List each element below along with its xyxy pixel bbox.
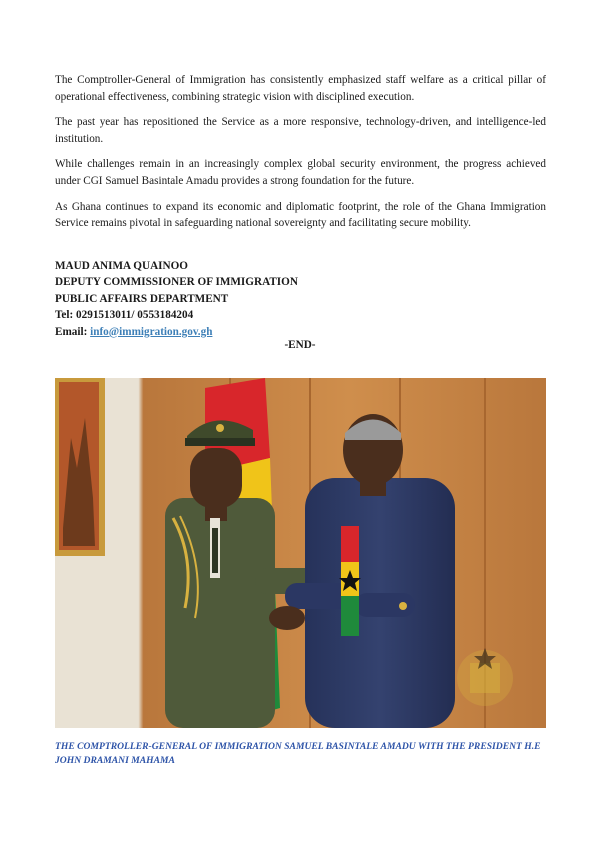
phone-value: 0291513011/ 0553184204 [76, 309, 194, 322]
baton [339, 526, 361, 636]
body-text [55, 72, 546, 241]
signatory-title: DEPUTY COMMISSIONER OF IMMIGRATION [55, 276, 298, 289]
paragraph: The Comptroller-General of Immigration has consistently emphasized staff welfare as a critical pillar of operational effectiveness, combining strategic vision with disciplined execution. [55, 74, 546, 103]
photo-illustration [55, 378, 546, 728]
signatory-name: MAUD ANIMA QUAINOO [55, 260, 189, 272]
photo [55, 378, 546, 728]
phone-label: Tel: [55, 309, 74, 322]
paragraph: While challenges remain in an increasingly complex global security environment, the progress achieved under CGI Samuel Basintale Amadu provides a strong foundation for the future. [55, 158, 546, 187]
contact-phone [55, 307, 546, 323]
end-marker: -END- [284, 339, 316, 351]
paragraph: As Ghana continues to expand its economic and diplomatic footprint, the role of the Ghana Immigration Service remains pivotal in safeguarding national sovereignty and facilitating secure mobility. [55, 200, 546, 230]
email-label: Email: [55, 325, 88, 338]
email-link[interactable]: info@immigration.gov.gh [90, 325, 213, 338]
signature-block [55, 258, 546, 340]
handshake [269, 606, 305, 630]
paragraph: The past year has repositioned the Service as a more responsive, technology-driven, and intelligence-led institution. [55, 116, 546, 145]
photo-caption: THE COMPTROLLER-GENERAL OF IMMIGRATION SAMUEL BASINTALE AMADU WITH THE PRESIDENT H.E JOHN DRAMANI MAHAMA [55, 741, 541, 766]
signatory-department: PUBLIC AFFAIRS DEPARTMENT [55, 292, 229, 305]
contact-email [55, 324, 546, 340]
